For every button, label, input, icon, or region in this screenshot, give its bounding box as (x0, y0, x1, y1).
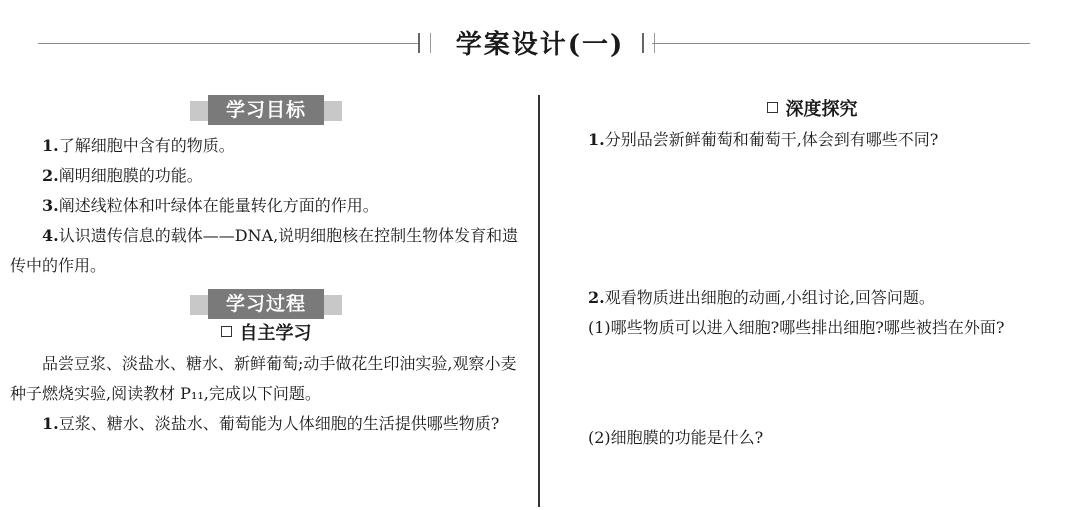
section-heading-text: 自主学习 (239, 323, 312, 344)
question-1 (10, 409, 522, 439)
banner-learning-process (190, 289, 342, 319)
goal-text: 阐明细胞膜的功能。 (58, 166, 203, 185)
question-text: 分别品尝新鲜葡萄和葡萄干,体会到有哪些不同? (604, 130, 939, 149)
section-heading-deep-inquiry (556, 95, 1068, 125)
answer-space (556, 155, 1068, 283)
section-heading-text: 深度探究 (785, 99, 858, 120)
banner-label: 学习目标 (208, 95, 324, 125)
goal-item-2 (10, 161, 522, 191)
question-number: 2. (588, 288, 605, 307)
page-header (0, 22, 1080, 66)
goal-item-3 (10, 191, 522, 221)
left-column (10, 95, 522, 439)
inquiry-question-2 (556, 283, 1068, 313)
header-rule-right (652, 43, 1030, 44)
column-divider (538, 95, 540, 507)
goal-text: 阐述线粒体和叶绿体在能量转化方面的作用。 (58, 196, 379, 215)
goal-text: 了解细胞中含有的物质。 (58, 136, 235, 155)
inquiry-subquestion-1: (1)哪些物质可以进入细胞?哪些排出细胞?哪些被挡在外面? (588, 318, 1005, 337)
goal-item-1 (10, 131, 522, 161)
goal-number: 3. (42, 196, 59, 215)
question-text: 豆浆、糖水、淡盐水、葡萄能为人体细胞的生活提供哪些物质? (58, 414, 500, 433)
page-title: 学案设计(一) (455, 30, 625, 60)
answer-space (556, 343, 1068, 423)
goal-item-4 (10, 221, 522, 281)
square-bullet-icon (767, 102, 778, 113)
inquiry-subquestion-2: (2)细胞膜的功能是什么? (588, 428, 764, 447)
banner-label: 学习过程 (208, 289, 324, 319)
right-column (556, 95, 1068, 453)
intro-paragraph: 品尝豆浆、淡盐水、糖水、新鲜葡萄;动手做花生印油实验,观察小麦种子燃烧实验,阅读教材 P₁₁,完成以下问题。 (10, 354, 517, 403)
question-number: 1. (42, 414, 59, 433)
question-text: 观看物质进出细胞的动画,小组讨论,回答问题。 (604, 288, 935, 307)
inquiry-question-1 (556, 125, 1068, 155)
section-heading-self-study (10, 319, 522, 349)
goal-number: 4. (42, 226, 59, 245)
question-number: 1. (588, 130, 605, 149)
banner-learning-goals (190, 95, 342, 125)
goal-number: 1. (42, 136, 59, 155)
goal-number: 2. (42, 166, 59, 185)
goal-text: 认识遗传信息的载体——DNA,说明细胞核在控制生物体发育和遗传中的作用。 (10, 226, 519, 275)
square-bullet-icon (221, 326, 232, 337)
